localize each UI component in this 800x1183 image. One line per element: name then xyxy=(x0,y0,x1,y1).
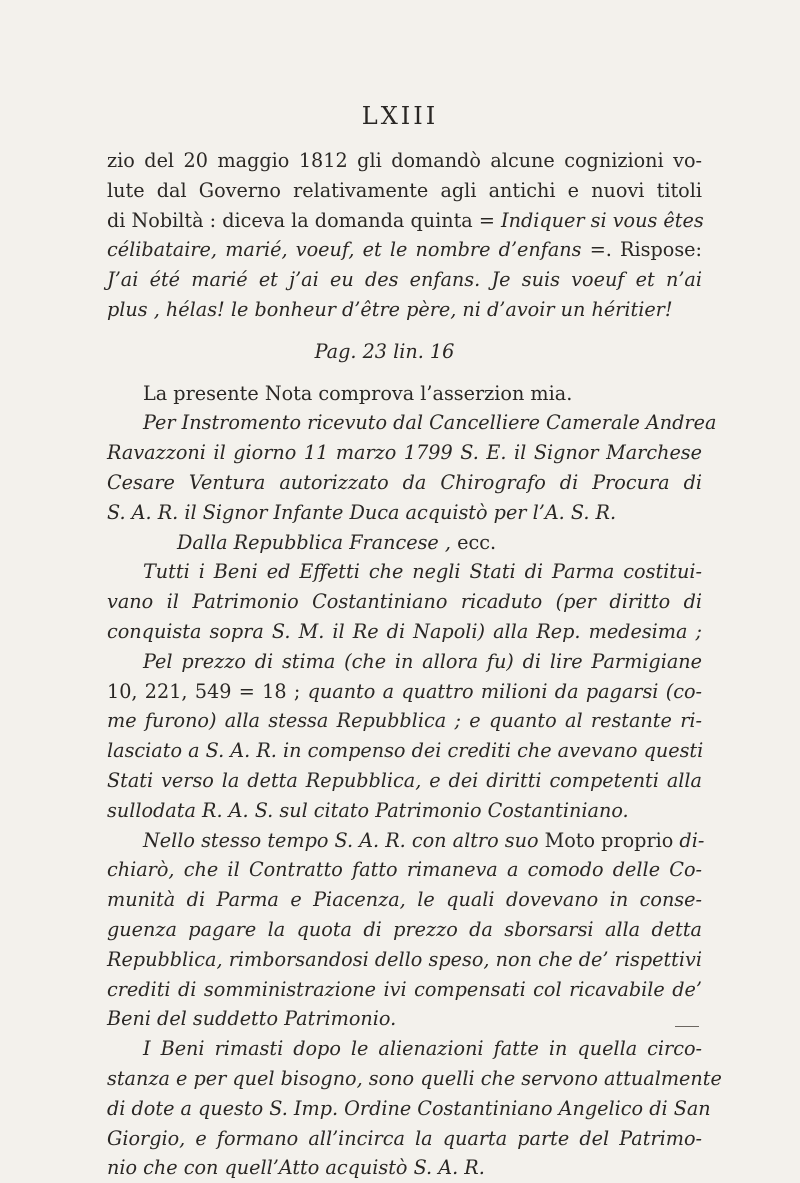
text-line: di dote a questo S. Imp. Ordine Costantiniano Angelico di San xyxy=(107,1096,711,1120)
text-line: J’ai été marié et j’ai eu des enfans. Je suis voeuf et n’ai xyxy=(107,268,702,292)
text-line: Tutti i Beni ed Effetti che negli Stati di Parma costitui- xyxy=(143,560,702,584)
text-line: S. A. R. il Signor Infante Duca acquistò per l’A. S. R. xyxy=(107,500,617,524)
text-line: zio del 20 maggio 1812 gli domandò alcune cognizioni vo- xyxy=(107,149,702,172)
text-line: lute dal Governo relativamente agli antichi e nuovi titoli xyxy=(107,178,702,202)
page-number: LXIII xyxy=(361,102,439,130)
text-line: Repubblica, rimborsandosi dello speso, non che de’ rispettivi xyxy=(107,947,702,971)
text-line: vano il Patrimonio Costantiniano ricaduto (per diritto di xyxy=(107,590,702,614)
text-line: nio che con quell’Atto acquistò S. A. R. xyxy=(107,1156,485,1180)
text-line: La presente Nota comprova l’asserzion mia. xyxy=(143,381,573,405)
text-line: I Beni rimasti dopo le alienazioni fatte in quella circo- xyxy=(143,1037,702,1061)
text-line: guenza pagare la quota di prezzo da sborsarsi alla detta xyxy=(107,917,702,941)
text-line: 10, 221, 549 = 18 ; quanto a quattro milioni da pagarsi (co- xyxy=(107,679,702,703)
text-line: Dalla Repubblica Francese , ecc. xyxy=(177,530,497,554)
text-line: Ravazzoni il giorno 11 marzo 1799 S. E. il Signor Marchese xyxy=(107,441,702,465)
text-line: chiarò, che il Contratto fatto rimaneva a comodo delle Co- xyxy=(107,858,702,882)
text-line: stanza e per quel bisogno, sono quelli che servono attualmente xyxy=(107,1066,722,1090)
text-line: Giorgio, e formano all’incirca la quarta parte del Patrimo- xyxy=(107,1126,702,1150)
text-line: di Nobiltà : diceva la domanda quinta = Indiquer si vous êtes xyxy=(107,208,704,232)
page-reference: Pag. 23 lin. 16 xyxy=(314,339,455,363)
text-line: plus , hélas! le bonheur d’être père, ni d’avoir un héritier! xyxy=(107,297,673,321)
margin-dash xyxy=(675,1026,699,1027)
text-line: sullodata R. A. S. sul citato Patrimonio Costantiniano. xyxy=(107,798,629,822)
text-line: Per Instromento ricevuto dal Cancelliere Camerale Andrea xyxy=(143,411,717,435)
text-line: célibataire, marié, voeuf, et le nombre d’enfans =. Rispose: xyxy=(107,238,702,262)
text-line: munità di Parma e Piacenza, le quali dovevano in conse- xyxy=(107,888,702,912)
text-line: lasciato a S. A. R. in compenso dei crediti che avevano questi xyxy=(107,739,704,763)
text-line: Stati verso la detta Repubblica, e dei diritti competenti alla xyxy=(107,768,702,792)
text-line: Pel prezzo di stima (che in allora fu) di lire Parmigiane xyxy=(143,649,702,673)
text-line: Nello stesso tempo S. A. R. con altro suo Moto proprio di- xyxy=(143,828,705,852)
text-line: me furono) alla stessa Repubblica ; e quanto al restante ri- xyxy=(107,709,702,733)
body-text xyxy=(107,146,722,1183)
text-line: crediti di somministrazione ivi compensati col ricavabile de’ xyxy=(107,977,702,1001)
text-line: conquista sopra S. M. il Re di Napoli) alla Rep. medesima ; xyxy=(107,619,702,643)
text-line: Cesare Ventura autorizzato da Chirografo di Procura di xyxy=(107,470,702,494)
text-line: Beni del suddetto Patrimonio. xyxy=(107,1007,397,1031)
